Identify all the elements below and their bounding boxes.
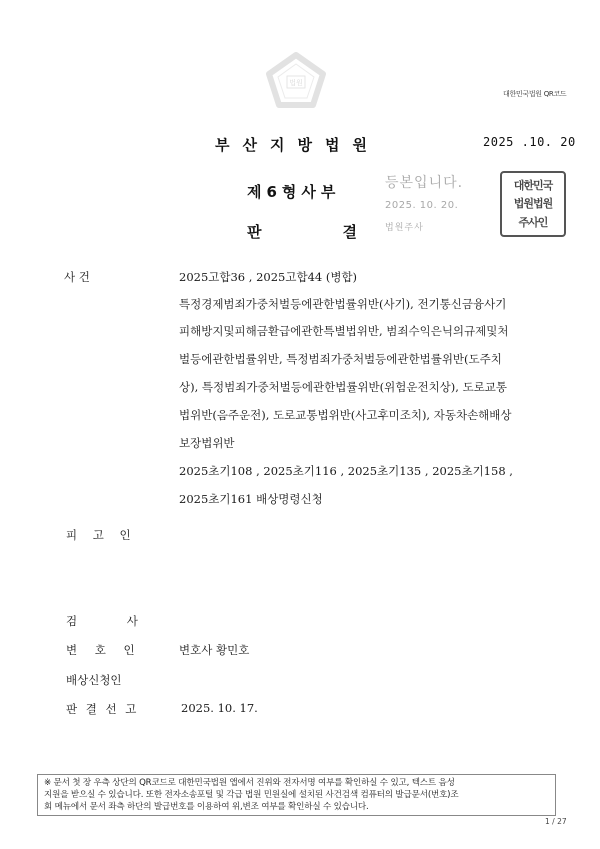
document-title-char-1: 판 [247,223,262,241]
qr-code-label: 대한민국법원 QR코드 [503,90,567,98]
document-title-char-2: 결 [342,223,357,241]
court-name: 부산지방법원 [215,136,380,154]
counsel-label: 변 호 인 [66,643,135,657]
charge-line: 피해방지및피해금환급에관한특별법위반, 범죄수익은닉의규제및처 [179,324,509,338]
certified-copy-date: 2025. 10. 20. [385,200,459,211]
court-seal-icon [500,171,566,237]
svg-text:법원: 법원 [289,79,303,87]
issue-date: 2025 .10. 20 [483,135,576,149]
seal-row: 대한민국 [513,178,553,192]
case-number: 2025고합36 , 2025고합44 (병합) [179,270,358,284]
case-label-text: 사 건 [64,270,90,284]
charge-line: 상), 특정범죄가중처벌등에관한법률위반(위험운전치상), 도로교통 [179,380,508,394]
charge-line: 벌등에관한법률위반, 특정범죄가중처벌등에관한법률위반(도주치 [179,352,502,366]
charge-line: 법위반(음주운전), 도로교통법위반(사고후미조치), 자동차손해배상 [179,408,512,422]
compensation-applicant-label: 배상신청인 [66,673,122,687]
related-case-numbers: 2025초기161 배상명령신청 [179,492,323,506]
counsel-name: 변호사 황민호 [179,643,250,657]
defendant-label: 피 고 인 [66,528,131,542]
court-division: 제6형사부 [247,183,341,201]
prosecutor-label: 검 사 [66,614,138,628]
sentencing-date: 2025. 10. 17. [181,701,258,715]
notice-line: 지원을 받으실 수 있습니다. 또한 전자소송포털 및 각급 법원 민원실에 설치된 사건검색 컴퓨터의 발급문서(번호)조 [44,790,459,800]
notice-line: 회 메뉴에서 문서 좌측 하단의 발급번호를 이용하여 위,변조 여부를 확인하실 수 있습니다. [44,802,369,812]
certified-copy-stamp [385,172,463,233]
page-number: 1 / 27 [545,817,567,826]
notice-line: ※ 문서 첫 장 우측 상단의 QR코드로 대한민국법원 앱에서 진위와 전자서명 여부를 확인하실 수 있고, 텍스트 음성 [44,778,455,788]
case-label [64,269,130,285]
seal-row: 주사인 [518,216,548,230]
court-emblem-icon [266,52,326,108]
document-title [247,221,357,242]
verification-notice [37,774,556,816]
related-case-numbers: 2025초기108 , 2025초기116 , 2025초기135 , 2025초기158 , [179,464,513,478]
charge-line: 보장법위반 [179,436,235,450]
seal-row: 법원법원 [513,197,553,211]
charge-line: 특정경제범죄가중처벌등에관한법률위반(사기), 전기통신금융사기 [179,297,507,311]
sentencing-date-label: 판 결 선 고 [66,702,137,716]
certified-copy-text: 등본입니다. [385,175,464,191]
certified-copy-officer: 법원주사 [385,223,424,233]
